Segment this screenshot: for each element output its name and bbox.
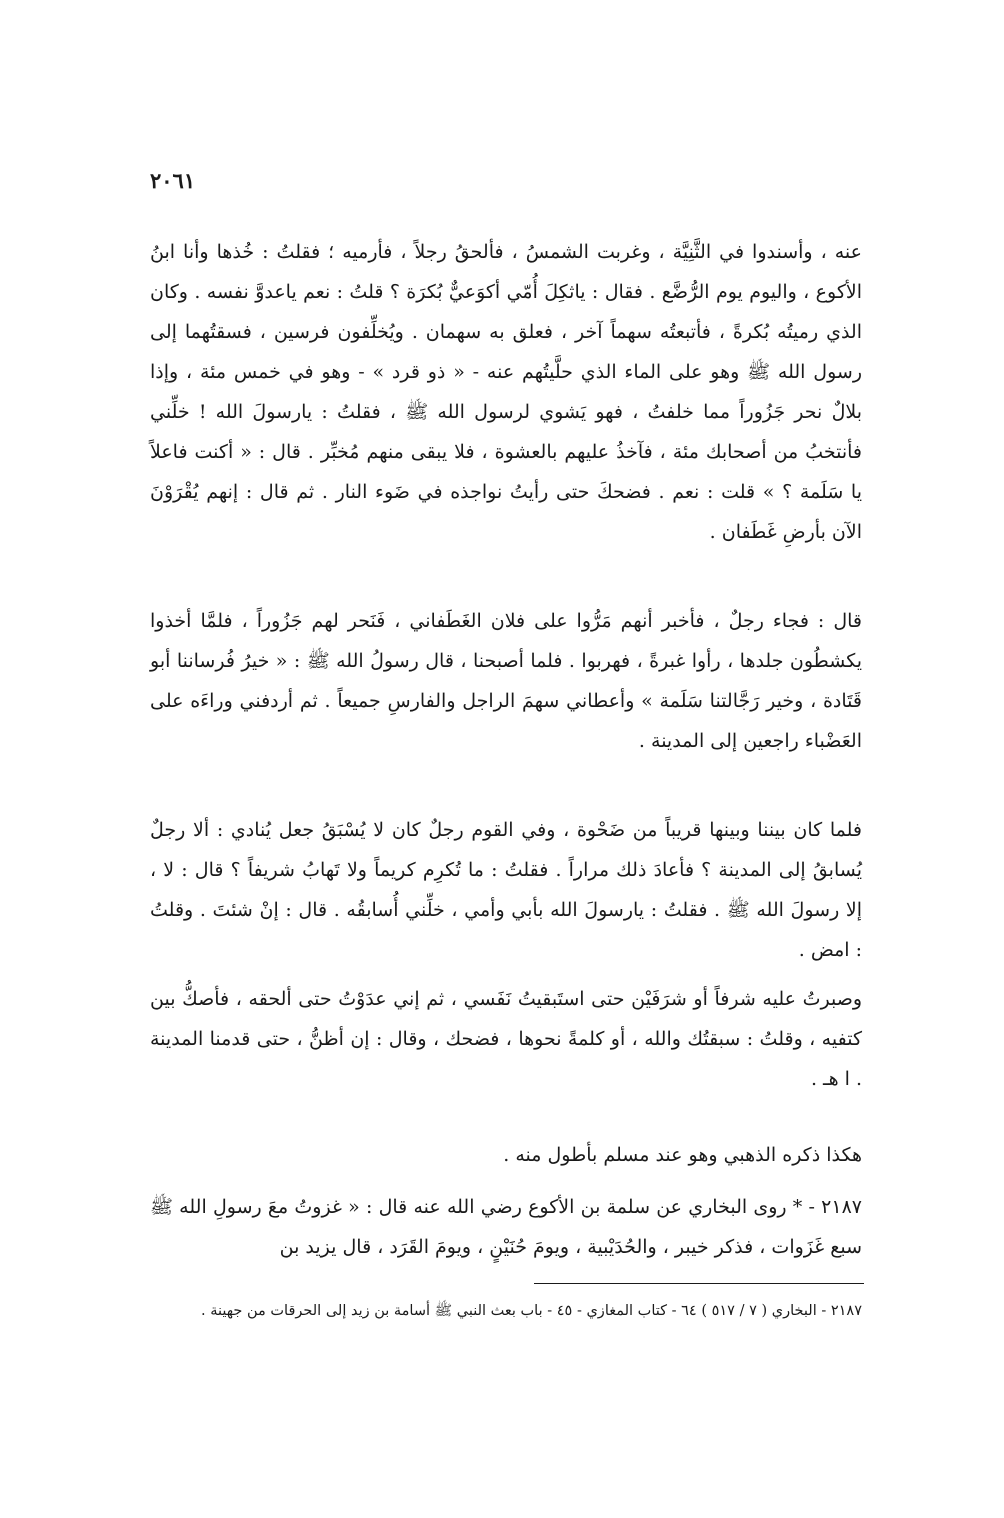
paragraph-narration-continued: عنه ، وأسندوا في الثَّنِيَّة ، وغربت الشمسُ ، فألحقُ رجلاً ، فأرميه ؛ فقلتُ : خُذها وأنا ابنُ الأكوع ، واليوم يوم الرُّضَّع . فقال : ياثكِلَ أُمّي أكوَعيٌّ بُكرَة ؟ قلتُ : نعم ياعدوَّ نفسه . وكان الذي رميتُه بُكرةً ، فأتبعتُه سهماً آخر ، فعلق به سهمان . ويُخلِّفون فرسين ، فسقتُهما إلى رسول الله ﷺ وهو على الماء الذي حلَّيتُهم عنه - « ذو قرد » - وهو في خمس مئة ، وإذا بلالٌ نحر جَزُوراً مما خلفتُ ، فهو يَشوي لرسول الله ﷺ ، فقلتُ : يارسولَ الله ! خلِّني فأنتخبُ من أصحابك مئة ، فآخذُ عليهم بالعشوة ، فلا يبقى منهم مُخبِّر . قال : « أكنت فاعلاً يا سَلَمة ؟ » قلت : نعم . فضحكَ حتى رأيتُ نواجذه في ضَوء النار . ثم قال : إنهم يُقْرَوْنَ الآن بأرضِ غَطَفان .	[150, 241, 862, 543]
page-number: ٢٠٦١	[150, 168, 196, 193]
paragraph-hadith-2187: ٢١٨٧ - * روى البخاري عن سلمة بن الأكوع رضي الله عنه قال : « غزوتُ معَ رسولِ الله ﷺ سبع غَزَوات ، فذكر خيبر ، والحُدَيْبية ، ويومَ حُنَيْنٍ ، ويومَ القَرَد ، قال يزيد بن	[150, 1196, 862, 1258]
paragraph-race-outcome: وصبرتُ عليه شرفاً أو شرَفَيْن حتى استَبقيتُ نَفَسي ، ثم إني عدَوْتُ حتى ألحقه ، فأصكُّ بين كتفيه ، وقلتُ : سبقتُك والله ، أو كلمةً نحوها ، فضحك ، وقال : إن أظنُّ ، حتى قدمنا المدينة . ا هـ .	[150, 988, 862, 1090]
footnote-2187: ٢١٨٧ - البخاري ( ٧ / ٥١٧ ) ٦٤ - كتاب المغازي - ٤٥ - باب بعث النبي ﷺ أسامة بن زيد إلى الحرقات من جهينة .	[200, 1303, 862, 1319]
footnote-divider	[534, 1283, 864, 1284]
paragraph-source-note: هكذا ذكره الذهبي وهو عند مسلم بأطول منه .	[503, 1144, 862, 1166]
paragraph-ghatafani-report: قال : فجاء رجلٌ ، فأخبر أنهم مَرُّوا على فلان الغَطَفاني ، فَنَحر لهم جَزُوراً ، فلمَّا أخذوا يكشطُون جلدها ، رأوا غبرةً ، فهربوا . فلما أصبحنا ، قال رسولُ الله ﷺ : « خيرُ فُرساننا أبو قَتَادة ، وخير رَجَّالتنا سَلَمة » وأعطاني سهمَ الراجل والفارسِ جميعاً . ثم أردفني وراءَه على العَضْباء راجعين إلى المدينة .	[150, 610, 862, 752]
paragraph-race-challenge: فلما كان بيننا وبينها قريباً من ضَحْوة ، وفي القوم رجلٌ كان لا يُسْبَقُ جعل يُنادي : ألا رجلٌ يُسابقُ إلى المدينة ؟ فأعادَ ذلك مراراً . فقلتُ : ما تُكرِم كريماً ولا تَهابُ شريفاً ؟ قال : لا ، إلا رسولَ الله ﷺ . فقلتُ : يارسولَ الله بأبي وأمي ، خلِّني أُسابقُه . قال : إنْ شئتَ . وقلتُ : امض .	[150, 819, 862, 961]
